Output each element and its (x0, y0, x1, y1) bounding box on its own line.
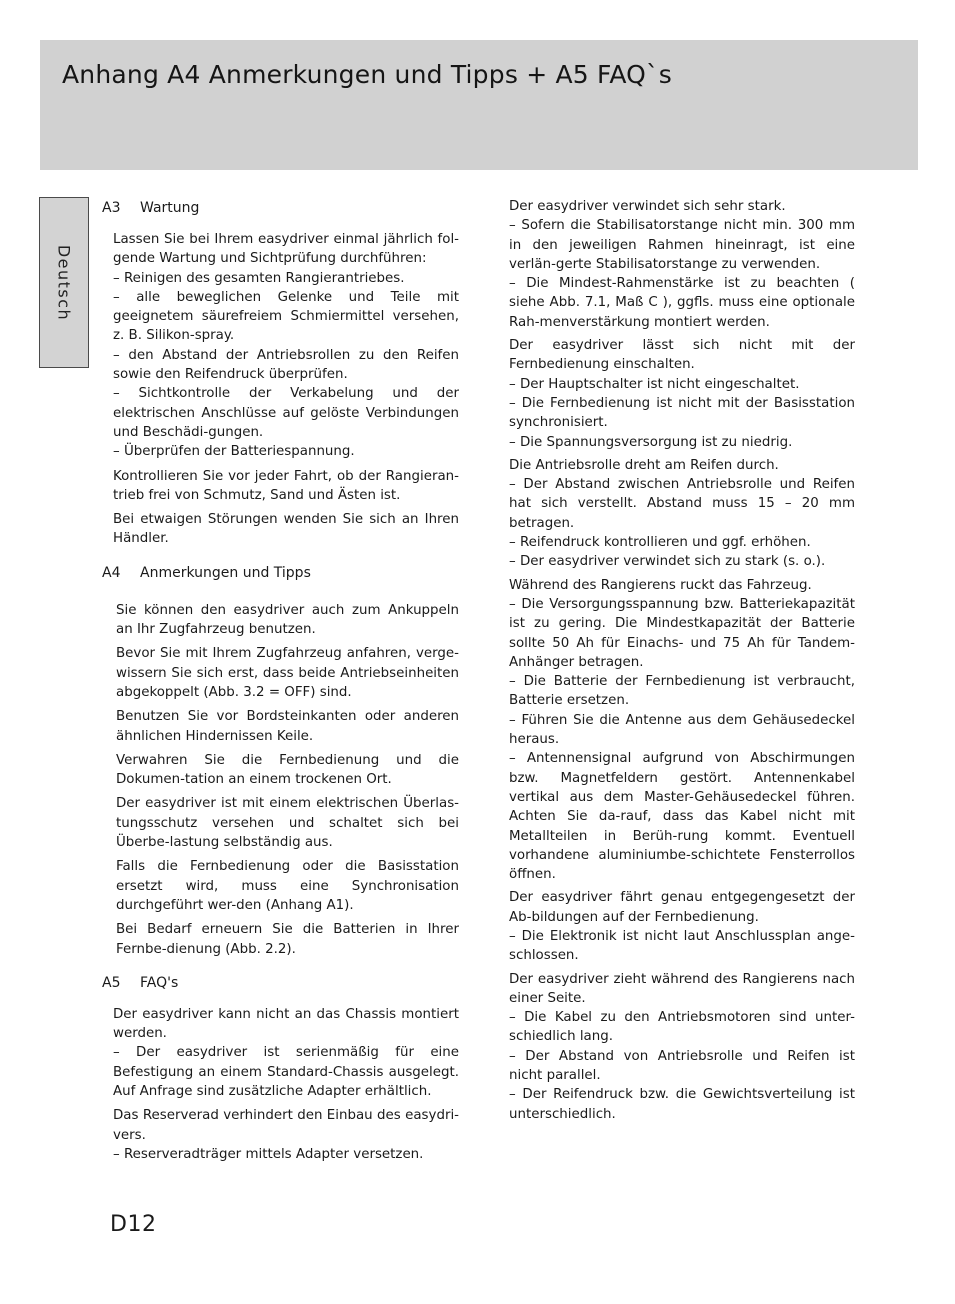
section-body (102, 1005, 459, 1164)
paragraph: Bei Bedarf erneuern Sie die Batterien in Ihrer Fernbe-dienung (Abb. 2.2). (116, 922, 459, 957)
paragraph: – Reinigen des gesamten Rangierantriebes. (113, 270, 405, 286)
section-number: A5 (102, 974, 121, 991)
section-number: A3 (102, 200, 121, 216)
faq-answer: – Der Abstand von Antriebsrolle und Reifen ist nicht parallel. (509, 1048, 855, 1084)
faq-answer: – Die Batterie der Fernbedienung ist verbraucht, Batterie ersetzen. (509, 674, 855, 709)
section-heading (102, 198, 459, 218)
faq-answer: – Führen Sie die Antenne aus dem Gehäusedeckel heraus. (509, 712, 855, 748)
faq-answer: – Die Elektronik ist nicht laut Anschlussplan ange-schlossen. (509, 928, 855, 964)
paragraph: – den Abstand der Antriebsrollen zu den Reifen sowie den Reifendruck überprüfen. (113, 347, 459, 383)
paragraph: Der easydriver kann nicht an das Chassis montiert werden. (113, 1006, 459, 1042)
paragraph: – Reserveradträger mittels Adapter versetzen. (113, 1146, 424, 1162)
section-body (102, 601, 459, 959)
paragraph: – Der easydriver ist serienmäßig für eine Befestigung an einem Standard-Chassis ausgelegt. Auf Anfrage sind zusätzliche Adapter erhältlich. (113, 1045, 459, 1099)
faq-answer: – Sofern die Stabilisatorstange nicht min. 300 mm in den jeweiligen Rahmen hineinragt, ist eine verlän-gerte Stabilisatorstange zu verwenden. (509, 218, 855, 272)
right-column (509, 197, 855, 1128)
paragraph: – Überprüfen der Batteriespannung. (113, 444, 355, 460)
paragraph: Sie können den easydriver auch zum Ankuppeln an Ihr Zugfahrzeug benutzen. (116, 602, 459, 638)
section-a4 (102, 563, 459, 959)
paragraph: Falls die Fernbedienung oder die Basisstation ersetzt wird, muss eine Synchronisation durchgeführt wer-den (Anhang A1). (116, 859, 459, 913)
faq-answer: – Die Mindest-Rahmenstärke ist zu beachten ( siehe Abb. 7.1, Maß C ), ggfls. muss eine optionale Rah-menverstärkung montiert werden. (509, 276, 855, 330)
paragraph: – Sichtkontrolle der Verkabelung und der elektrischen Anschlüsse auf gelöste Verbindungen und Beschädi-gungen. (113, 386, 459, 440)
faq-question: Während des Rangierens ruckt das Fahrzeug. (509, 577, 812, 593)
section-a3 (102, 198, 459, 549)
faq-answer: – Reifendruck kontrollieren und ggf. erhöhen. (509, 535, 811, 551)
section-heading (102, 973, 459, 993)
paragraph: Das Reserverad verhindert den Einbau des easydri-vers. (113, 1108, 459, 1143)
language-tab (39, 197, 89, 368)
paragraph: Bei etwaigen Störungen wenden Sie sich an Ihren Händler. (113, 512, 459, 547)
faq-answer: – Die Spannungsversorgung ist zu niedrig. (509, 434, 793, 450)
section-a5 (102, 973, 459, 1164)
section-title: FAQ's (140, 974, 179, 991)
faq-answer: – Die Versorgungsspannung bzw. Batteriekapazität ist zu gering. Die Mindestkapazität der Batterie sollte 50 Ah für Einachs- und 75 Ah für Tandem-Anhänger betragen. (509, 596, 855, 670)
page-title: Anhang A4 Anmerkungen und Tipps + A5 FAQ`s (62, 60, 672, 89)
faq-question: Der easydriver fährt genau entgegengesetzt der Ab-bildungen auf der Fernbedienung. (509, 890, 855, 925)
paragraph: Benutzen Sie vor Bordsteinkanten oder anderen ähnlichen Hindernissen Keile. (116, 709, 459, 744)
section-title: Wartung (140, 200, 200, 216)
paragraph: Kontrollieren Sie vor jeder Fahrt, ob der Rangieran-trieb frei von Schmutz, Sand und Ästen ist. (113, 468, 459, 503)
faq-question: Der easydriver zieht während des Rangierens nach einer Seite. (509, 971, 855, 1006)
faq-question: Der easydriver lässt sich nicht mit der Fernbedienung einschalten. (509, 338, 855, 373)
faq-answer: – Der Hauptschalter ist nicht eingeschaltet. (509, 376, 800, 392)
section-body (102, 230, 459, 549)
paragraph: Bevor Sie mit Ihrem Zugfahrzeug anfahren, verge-wissern Sie sich erst, dass beide Antriebseinheiten abgekoppelt (Abb. 3.2 = OFF) sind. (116, 646, 459, 700)
faq-answer: – Die Kabel zu den Antriebsmotoren sind unter-schiedlich lang. (509, 1010, 855, 1045)
paragraph: Der easydriver ist mit einem elektrischen Überlas-tungsschutz versehen und schaltet sich bei Überbe-lastung selbständig aus. (116, 796, 459, 851)
faq-answer: – Antennensignal aufgrund von Abschirmungen bzw. Magnetfeldern gestört. Antennenkabel vertikal aus dem Master-Gehäusedeckel führen. Achten Sie da-rauf, dass das Kabel nicht mit Metallteilen in Berüh-rung kommt. Eventuell vorhandene aluminiumbe-schichtete Fensterrollos öffnen. (509, 751, 855, 883)
faq-question: Der easydriver verwindet sich sehr stark. (509, 199, 786, 214)
section-number: A4 (102, 564, 121, 581)
faq-answer: – Der Reifendruck bzw. die Gewichtsverteilung ist unterschiedlich. (509, 1087, 855, 1122)
paragraph: Verwahren Sie die Fernbedienung und die Dokumen-tation an einem trockenen Ort. (116, 752, 459, 788)
page-number: D12 (110, 1212, 157, 1237)
paragraph: – alle beweglichen Gelenke und Teile mit geeignetem säurefreiem Schmiermittel versehen, z. B. Silikon-spray. (113, 289, 459, 344)
faq-answer: – Der easydriver verwindet sich zu stark (s. o.). (509, 554, 826, 570)
left-column (102, 198, 459, 1178)
faq-answer: – Die Fernbedienung ist nicht mit der Basisstation synchronisiert. (509, 395, 855, 431)
paragraph: Lassen Sie bei Ihrem easydriver einmal jährlich fol-gende Wartung und Sichtprüfung durchführen: (113, 232, 459, 267)
section-heading (102, 563, 459, 583)
faq-answer: – Der Abstand zwischen Antriebsrolle und Reifen hat sich verstellt. Abstand muss 15 – 20 mm betragen. (509, 477, 855, 531)
section-title: Anmerkungen und Tipps (140, 564, 311, 581)
language-tab-label: Deutsch (54, 244, 74, 322)
faq-question: Die Antriebsrolle dreht am Reifen durch. (509, 457, 779, 473)
